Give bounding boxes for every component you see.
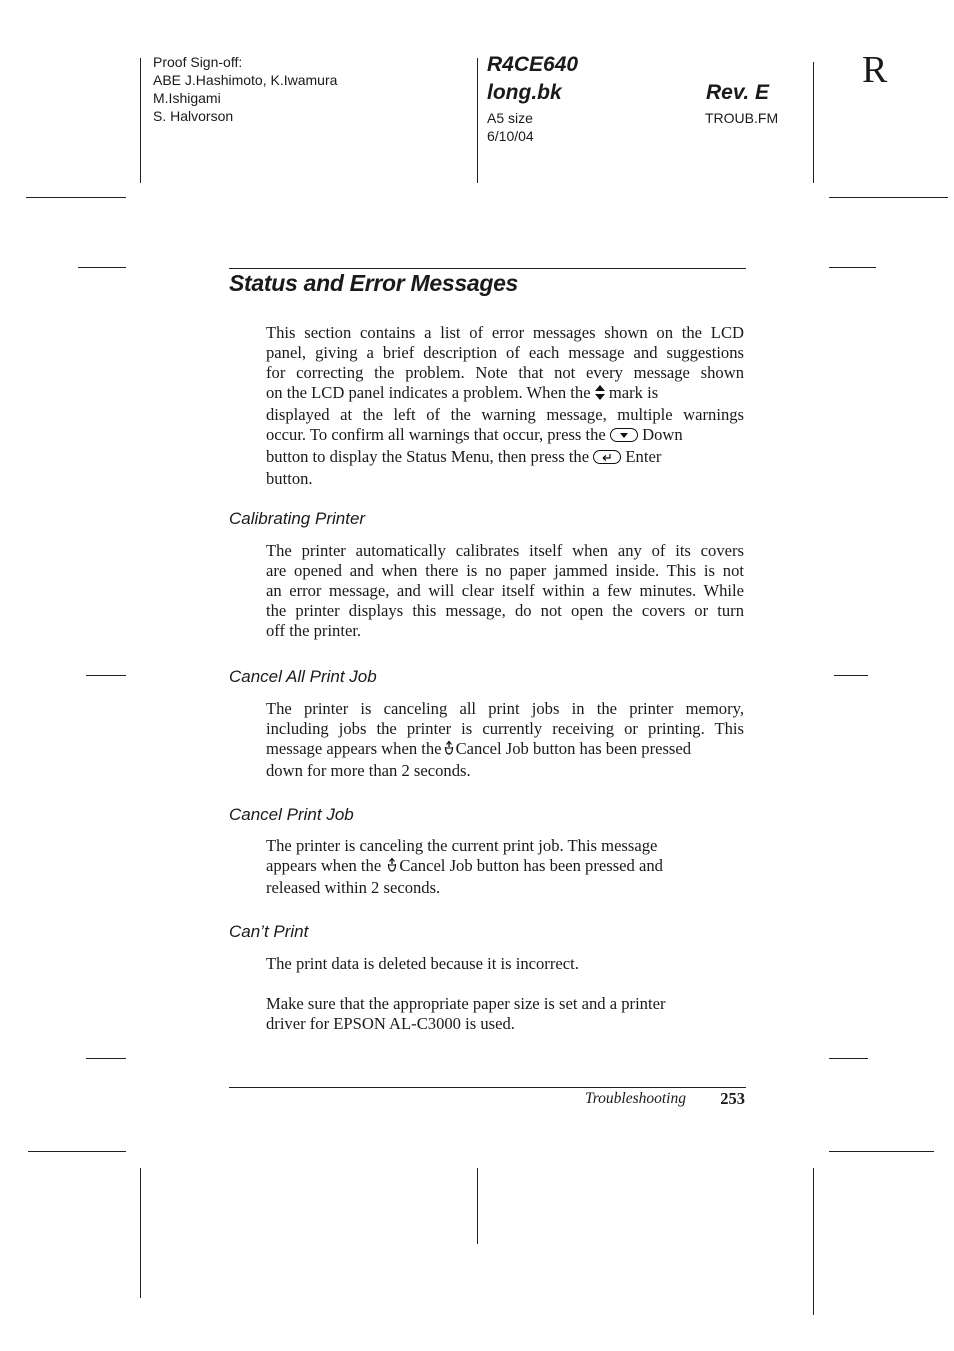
proof-line: Proof Sign-off:: [153, 54, 243, 70]
message-description: [266, 541, 744, 641]
text-fragment: message appears when the: [266, 739, 442, 758]
text-line: Make sure that the appropriate paper size is set and a printer: [266, 994, 666, 1013]
crop-mark: [86, 675, 126, 676]
text-line: The printer automatically calibrates itself when any of its covers: [266, 541, 744, 560]
message-description: [266, 954, 744, 974]
text-line: are opened and when there is no paper jammed inside. This is not: [266, 561, 744, 580]
cancel-job-icon: [385, 857, 399, 878]
message-heading: Calibrating Printer: [229, 509, 366, 528]
text-line: including jobs the printer is currently receiving or printing. This: [266, 719, 744, 738]
proof-line: M.Ishigami: [153, 90, 221, 106]
document-code-line: R4CE640: [487, 53, 579, 76]
crop-mark: [834, 675, 868, 676]
up-down-arrow-icon: [595, 385, 605, 405]
text-line: The print data is deleted because it is incorrect.: [266, 954, 579, 973]
text-line: the printer displays this message, do not open the covers or turn: [266, 601, 744, 620]
text-line: panel, giving a brief description of each message and suggestions: [266, 343, 744, 362]
crop-mark: [477, 58, 478, 183]
text-line: The printer is canceling the current print job. This message: [266, 836, 658, 855]
text-line: [266, 425, 744, 447]
text-line: [266, 856, 744, 878]
text-line: [266, 383, 744, 405]
message-heading: Can’t Print: [229, 922, 309, 941]
text-line: displayed at the left of the warning message, multiple warnings: [266, 405, 744, 424]
text-fragment: Enter: [625, 447, 662, 466]
file-name: TROUB.FM: [705, 110, 779, 126]
text-line: This section contains a list of error messages shown on the LCD: [266, 323, 744, 342]
message-description: [266, 836, 744, 898]
corner-letter: R: [862, 49, 888, 91]
message-heading: Cancel Print Job: [229, 805, 354, 824]
crop-mark: [78, 267, 126, 268]
text-fragment: on the LCD panel indicates a problem. When the: [266, 383, 591, 402]
text-fragment: mark is: [608, 383, 659, 402]
text-line: an error message, and will clear itself within a few minutes. While: [266, 581, 744, 600]
crop-mark: [86, 1058, 126, 1059]
document-code-line: long.bk: [487, 81, 562, 104]
text-fragment: Cancel Job button has been pressed: [455, 739, 692, 758]
page-title: Status and Error Messages: [229, 270, 519, 296]
crop-mark: [140, 58, 141, 183]
text-fragment: Down: [642, 425, 683, 444]
down-button-icon: [610, 427, 638, 447]
message-description: [266, 699, 744, 781]
document-date: 6/10/04: [487, 128, 534, 144]
footer-rule: [229, 1087, 746, 1088]
footer-chapter-label: Troubleshooting: [584, 1090, 686, 1107]
cancel-job-icon: [442, 740, 456, 761]
proof-line: S. Halvorson: [153, 108, 234, 124]
crop-mark: [829, 267, 876, 268]
proof-signoff: [153, 53, 337, 125]
crop-mark: [813, 1168, 814, 1315]
document-meta: [487, 109, 534, 145]
text-line: driver for EPSON AL-C3000 is used.: [266, 1014, 515, 1033]
crop-mark: [829, 1058, 868, 1059]
intro-paragraph: [266, 323, 744, 489]
text-fragment: Cancel Job button has been pressed and: [399, 856, 663, 875]
crop-mark: [829, 1151, 934, 1152]
text-line: for correcting the problem. Note that not every message shown: [266, 363, 744, 382]
proof-line: ABE J.Hashimoto, K.Iwamura: [153, 72, 338, 88]
enter-button-icon: [593, 449, 621, 469]
crop-mark: [813, 62, 814, 183]
revision-label: Rev. E: [706, 81, 770, 104]
page-size: A5 size: [487, 110, 533, 126]
text-line: The printer is canceling all print jobs in the printer memory,: [266, 699, 744, 718]
crop-mark: [829, 197, 948, 198]
crop-mark: [140, 1168, 141, 1298]
crop-mark: [26, 197, 126, 198]
text-fragment: appears when the: [266, 856, 382, 875]
text-line: button.: [266, 469, 313, 488]
document-code: [487, 51, 578, 107]
crop-mark: [477, 1168, 478, 1244]
text-line: released within 2 seconds.: [266, 878, 441, 897]
crop-mark: [28, 1151, 126, 1152]
page-number: 253: [720, 1089, 745, 1108]
text-line: [266, 447, 744, 469]
title-rule: [229, 268, 746, 269]
text-line: [266, 739, 744, 761]
message-description: [266, 994, 744, 1034]
message-heading: Cancel All Print Job: [229, 667, 377, 686]
text-line: down for more than 2 seconds.: [266, 761, 471, 780]
text-fragment: button to display the Status Menu, then press the: [266, 447, 590, 466]
text-line: off the printer.: [266, 621, 362, 640]
text-fragment: occur. To confirm all warnings that occur, press the: [266, 425, 606, 444]
